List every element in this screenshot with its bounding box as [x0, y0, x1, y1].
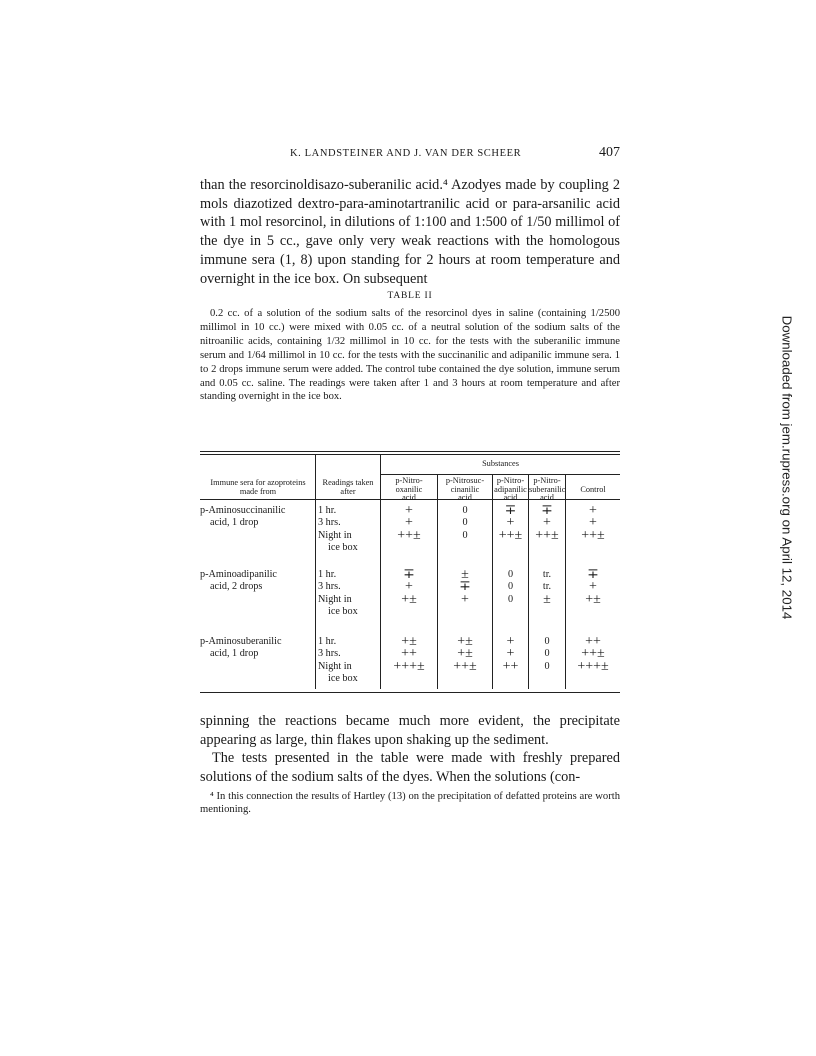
value-cell: + [589, 579, 597, 595]
value-cell: ++ [401, 646, 417, 662]
value-cell: tr. [542, 581, 552, 593]
value-column [529, 505, 565, 542]
table-top-rule-double [200, 454, 620, 455]
value-cell: + [589, 503, 597, 518]
readings-label [318, 505, 358, 554]
value-cell: ++± [581, 527, 605, 543]
value-column [493, 569, 528, 606]
serum-line: p-Aminosuberanilic [200, 636, 282, 647]
header-line: adipanilic [494, 484, 527, 494]
value-cell: ++± [535, 527, 559, 543]
header-nitroadipanilic [493, 477, 528, 503]
table-top-rule [200, 451, 620, 452]
value-cell: 0 [544, 648, 550, 660]
value-cell: 0 [507, 569, 514, 580]
value-cell: + [506, 634, 515, 649]
header-line: suberanilic [529, 484, 566, 494]
value-cell: + [506, 515, 515, 531]
value-cell: + [543, 515, 551, 531]
reading-line: Night in [318, 529, 352, 541]
value-cell: 0 [507, 581, 514, 593]
paragraph-1: than the resorcinoldisazo-suberanilic acid.⁴ Azodyes made by coupling 2 mols diazotized dextro-para-aminotartranilic acid or para-arsanilic acid with 1 mol resorcinol, in dilutions of 1:100 and 1:500 of 1/50 millimol of the dye in 5 cc., gave only very weak reactions with the homologous immune sera (1, 8) upon standing for 2 hours at room temperature and overnight in the ice box. On subsequent [200, 177, 620, 287]
header-line: p-Nitro- [533, 476, 561, 485]
reading-line: Night in [318, 660, 352, 672]
footnote: ⁴ In this connection the results of Hartley (13) on the precipitation of defatted proteins are worth mentioning. [200, 791, 620, 816]
value-cell: 0 [507, 593, 514, 605]
header-nitrooxanilic [381, 477, 437, 503]
value-cell: +± [457, 634, 473, 649]
serum-label [200, 505, 285, 530]
header-line: oxanilic [395, 484, 423, 494]
header-control: Control [580, 485, 606, 494]
running-head: K. LANDSTEINER AND J. VAN DER SCHEER [290, 148, 522, 159]
value-cell: + [506, 646, 515, 662]
value-cell: ± [461, 567, 469, 582]
reading-line: 1 hr. [318, 505, 337, 516]
value-cell: +++± [393, 658, 425, 674]
value-column [438, 636, 492, 673]
value-cell: +± [457, 646, 473, 662]
header-line: acid [458, 493, 472, 503]
value-cell: 0 [462, 529, 468, 541]
value-column [566, 569, 620, 606]
header-immune-sera [200, 479, 316, 496]
header-line: acid [402, 493, 416, 503]
value-cell: ∓ [504, 503, 517, 518]
value-cell: + [405, 515, 413, 531]
serum-label [200, 636, 281, 661]
value-cell: ± [543, 591, 551, 607]
header-line: acid [503, 493, 518, 503]
value-cell: + [589, 515, 597, 531]
header-line: p-Nitro- [496, 476, 525, 485]
reading-line: 3 hrs. [318, 581, 341, 593]
value-cell: ∓ [459, 579, 471, 595]
value-column [493, 636, 528, 673]
value-cell: + [405, 579, 413, 595]
value-column [566, 636, 620, 673]
header-line: p-Nitrosuc- [445, 476, 485, 485]
serum-line: p-Aminoadipanilic [200, 569, 277, 580]
header-line: after [340, 486, 356, 496]
reading-line: ice box [328, 672, 358, 684]
value-cell: 0 [462, 517, 468, 529]
value-cell: ∓ [403, 567, 415, 582]
readings-label [318, 636, 358, 685]
value-cell: ++± [498, 527, 523, 543]
value-cell: ++± [581, 646, 605, 662]
reading-line: Night in [318, 593, 352, 605]
reading-line: ice box [328, 541, 358, 553]
serum-line: acid, 2 drops [210, 581, 263, 593]
value-column [381, 636, 437, 673]
header-nitrosuccinanilic [438, 477, 492, 503]
header-line: Readings taken [322, 478, 374, 487]
value-cell: + [461, 591, 469, 607]
page-number: 407 [599, 145, 620, 160]
value-column [438, 505, 492, 542]
value-cell: ++ [502, 658, 519, 674]
value-cell: +± [585, 591, 601, 607]
substances-rule [381, 474, 620, 475]
value-column [529, 636, 565, 673]
value-cell: ++± [453, 658, 477, 674]
reading-line: ice box [328, 605, 358, 617]
serum-label [200, 569, 277, 594]
value-cell: + [405, 503, 413, 518]
paragraph-3: The tests presented in the table were made with freshly prepared solutions of the sodium salts of the dyes. When the solutions (con- [200, 750, 620, 785]
serum-line: acid, 1 drop [210, 648, 259, 660]
value-cell: +± [401, 591, 417, 607]
value-column [493, 505, 528, 542]
value-cell: +++± [577, 658, 609, 674]
header-line: made from [239, 486, 277, 496]
value-cell: +± [401, 634, 417, 649]
value-cell: 0 [544, 660, 550, 672]
value-cell: tr. [542, 569, 552, 580]
reading-line: 1 hr. [318, 636, 337, 647]
paragraph-2: spinning the reactions became much more evident, the precipitate appearing as large, thin flakes upon shaking up the sediment. [200, 713, 620, 748]
value-cell: 0 [462, 505, 468, 516]
value-cell: ∓ [541, 503, 553, 518]
value-column [381, 505, 437, 542]
readings-label [318, 569, 358, 618]
header-line: p-Nitro- [395, 476, 423, 485]
header-line: cinanilic [450, 484, 480, 494]
table-bottom-rule [200, 692, 620, 693]
serum-line: p-Aminosuccinanilic [200, 505, 286, 516]
value-cell: ++ [585, 634, 601, 649]
value-cell: 0 [544, 636, 550, 647]
header-line: acid [540, 493, 554, 503]
header-nitrosuberanilic [529, 477, 565, 503]
header-line: Immune sera for azoproteins [210, 478, 306, 487]
download-watermark-text: Downloaded from jem.rupress.org on April 12, 2014 [779, 315, 795, 620]
reading-line: 3 hrs. [318, 517, 341, 529]
serum-line: acid, 1 drop [210, 517, 259, 529]
header-readings [316, 479, 380, 496]
reading-line: 1 hr. [318, 569, 337, 580]
page-header [200, 145, 620, 165]
value-column [381, 569, 437, 606]
value-cell: ++± [397, 527, 421, 543]
reading-line: 3 hrs. [318, 648, 341, 660]
table-title: TABLE II [387, 291, 433, 301]
header-substances: Substances [482, 459, 519, 468]
value-cell: ∓ [587, 567, 599, 582]
value-column [529, 569, 565, 606]
value-column [438, 569, 492, 606]
value-column [566, 505, 620, 542]
table-caption: 0.2 cc. of a solution of the sodium salts of the resorcinol dyes in saline (containing 1/2500 millimol in 10 cc.) were mixed with 0.05 cc. of a neutral solution of the sodium salts of the nitroanilic acids, containing 1/32 millimol in 10 cc. for the tests with the suberanilic immune serum and 1/64 millimol in 10 cc. for the tests with the succinanilic and adipanilic immune sera. 1 to 2 drops immune serum were added. The control tube contained the dye solution, immune serum and 0.05 cc. saline. The readings were taken after 1 and 3 hours at room temperature and after standing overnight in the ice box. [200, 308, 620, 403]
download-watermark [777, 250, 797, 690]
